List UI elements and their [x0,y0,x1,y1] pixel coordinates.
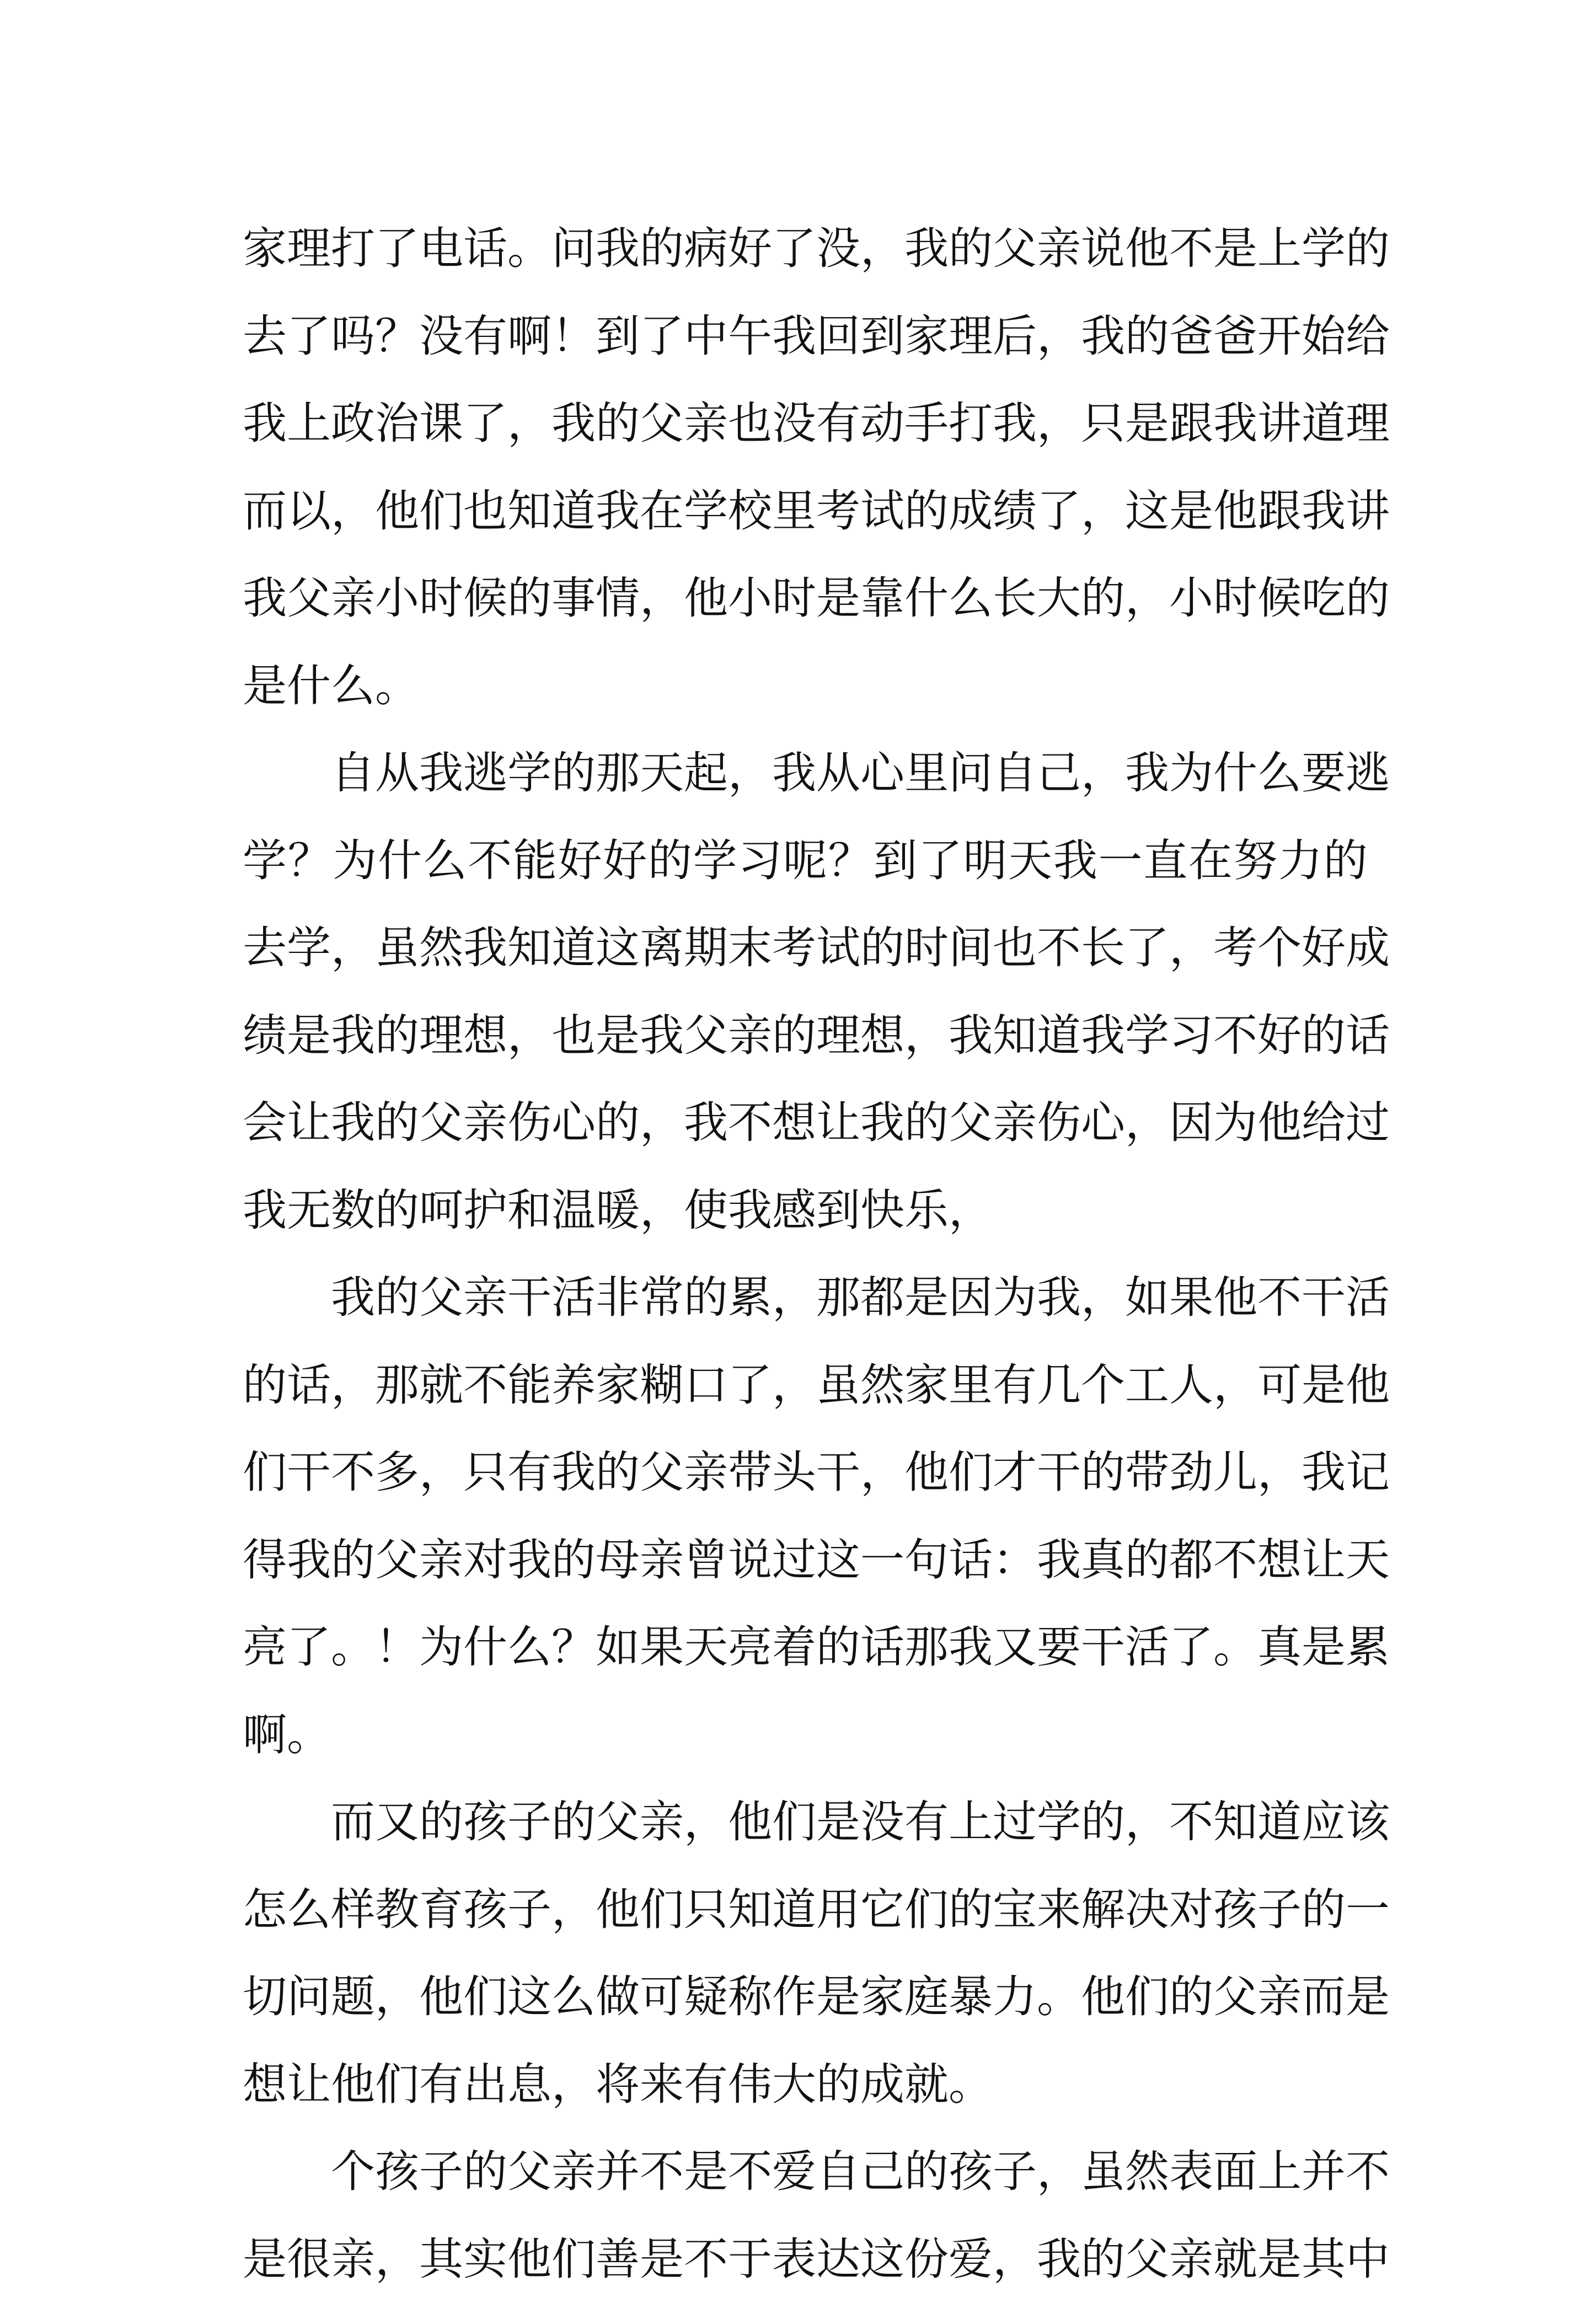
text-line: 啊 。 [243,1691,1368,1779]
text-line: 我 上 政 治 课 了 ， 我 的 父 亲 也 没 有 动 手 打 我 ， 只 是 跟 我 讲 道 理 [243,380,1368,468]
text-line: 个 孩 子 的 父 亲 并 不 是 不 爱 自 己 的 孩 子 ， 虽 然 表 面 上 并 不 [243,2128,1368,2216]
text-line: 去 学 ， 虽 然 我 知 道 这 离 期 末 考 试 的 时 间 也 不 长 了 ， 考 个 好 成 [243,904,1368,992]
text-line: 得 我 的 父 亲 对 我 的 母 亲 曾 说 过 这 一 句 话 ： 我 真 的 都 不 想 让 天 [243,1517,1368,1604]
text-line: 会 让 我 的 父 亲 伤 心 的 ， 我 不 想 让 我 的 父 亲 伤 心 ， 因 为 他 给 过 [243,1079,1368,1167]
text-line: 而 以 ， 他 们 也 知 道 我 在 学 校 里 考 试 的 成 绩 了 ， 这 是 他 跟 我 讲 [243,468,1368,555]
text-line: 怎 么 样 教 育 孩 子 ， 他 们 只 知 道 用 它 们 的 宝 来 解 决 对 孩 子 的 一 [243,1866,1368,1954]
text-line: 亮 了 。 ！ 为 什 么 ？ 如 果 天 亮 着 的 话 那 我 又 要 干 活 了 。 真 是 累 [243,1604,1368,1691]
text-line: 我 无 数 的 呵 护 和 温 暖 ， 使 我 感 到 快 乐 ， [243,1167,1368,1255]
text-line: 绩 是 我 的 理 想 ， 也 是 我 父 亲 的 理 想 ， 我 知 道 我 学 习 不 好 的 话 [243,992,1368,1080]
text-line: 我 的 父 亲 干 活 非 常 的 累 ， 那 都 是 因 为 我 ， 如 果 他 不 干 活 [243,1254,1368,1342]
text-line: 切 问 题 ， 他 们 这 么 做 可 疑 称 作 是 家 庭 暴 力 。 他 们 的 父 亲 而 是 [243,1953,1368,2041]
text-line: 学 ？ 为 什 么 不 能 好 好 的 学 习 呢 ？ 到 了 明 天 我 一 直 在 努 力 的 [243,817,1368,905]
text-line: 的 话 ， 那 就 不 能 养 家 糊 口 了 ， 虽 然 家 里 有 几 个 工 人 ， 可 是 他 [243,1342,1368,1429]
text-line: 是 很 亲 ， 其 实 他 们 善 是 不 于 表 达 这 份 爱 ， 我 的 父 亲 就 是 其 中 [243,2216,1368,2303]
text-line: 想 让 他 们 有 出 息 ， 将 来 有 伟 大 的 成 就 。 [243,2041,1368,2129]
text-line: 自 从 我 逃 学 的 那 天 起 ， 我 从 心 里 问 自 己 ， 我 为 什 么 要 逃 [243,730,1368,817]
text-line: 是 什 么 。 [243,642,1368,730]
text-line: 我 父 亲 小 时 候 的 事 情 ， 他 小 时 是 靠 什 么 长 大 的 ， 小 时 候 吃 的 [243,555,1368,642]
text-line: 而 又 的 孩 子 的 父 亲 ， 他 们 是 没 有 上 过 学 的 ， 不 知 道 应 该 [243,1779,1368,1866]
body-text [243,205,1368,2303]
text-line: 家 理 打 了 电 话 。 问 我 的 病 好 了 没 ， 我 的 父 亲 说 他 不 是 上 学 的 [243,205,1368,293]
text-line: 去 了 吗 ？ 没 有 啊 ！ 到 了 中 午 我 回 到 家 理 后 ， 我 的 爸 爸 开 始 给 [243,293,1368,381]
text-line: 们 干 不 多 ， 只 有 我 的 父 亲 带 头 干 ， 他 们 才 干 的 带 劲 儿 ， 我 记 [243,1429,1368,1517]
